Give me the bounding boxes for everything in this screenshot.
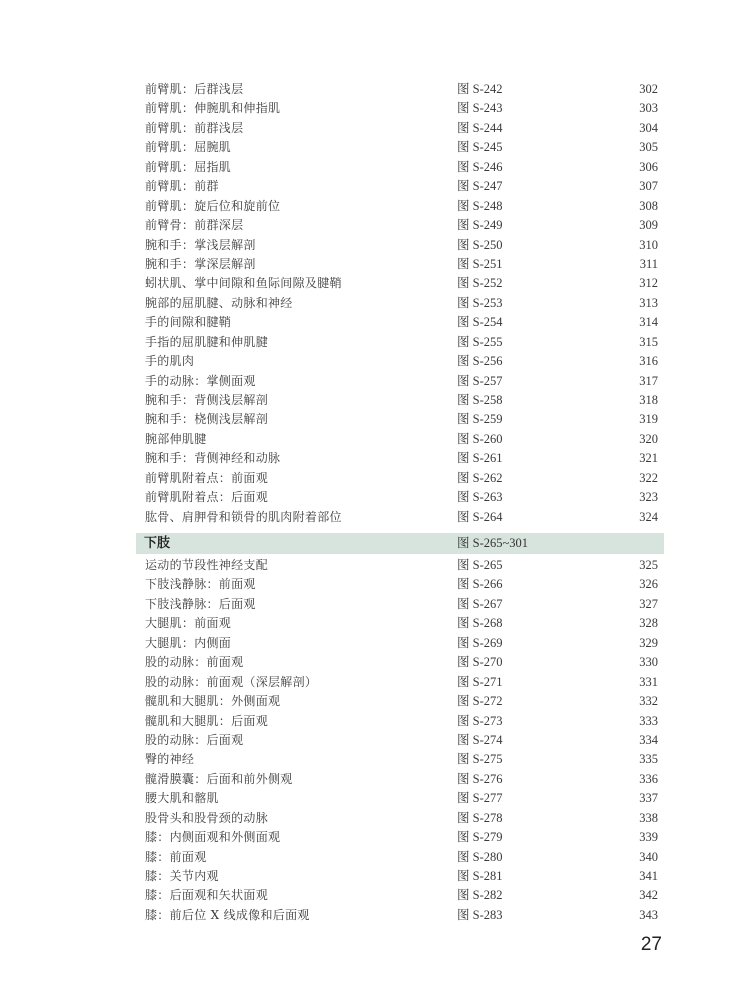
- entry-figure: 图 S-244: [457, 120, 503, 135]
- entry-title: 腕部的屈肌腱、动脉和神经: [145, 295, 293, 310]
- entry-figure: 图 S-245: [457, 140, 503, 155]
- toc-entry: [0, 313, 730, 332]
- toc-entry: [0, 274, 730, 293]
- entry-title: 大腿肌：前面观: [145, 616, 232, 631]
- entry-page: 325: [639, 558, 658, 572]
- entry-figure: 图 S-256: [457, 354, 503, 369]
- entry-figure: 图 S-281: [457, 869, 503, 883]
- toc-entry: [0, 731, 730, 750]
- entry-title: 股的动脉：前面观: [145, 655, 244, 670]
- entry-title: 手指的屈肌腱和伸肌腱: [145, 334, 269, 349]
- toc-entry: [0, 673, 730, 692]
- toc-entry: [0, 158, 730, 177]
- toc-entry: [0, 712, 730, 731]
- entry-page: 334: [639, 732, 658, 747]
- entry-page: 332: [639, 694, 658, 709]
- entry-page: 304: [639, 120, 658, 135]
- entry-title: 膝：内侧面观和外侧面观: [145, 830, 281, 845]
- entry-figure: 图 S-253: [457, 295, 503, 310]
- entry-page: 339: [639, 830, 658, 845]
- entry-page: 335: [639, 752, 658, 767]
- entry-figure: 图 S-261: [457, 451, 503, 466]
- entry-page: 323: [639, 490, 658, 505]
- entry-figure: 图 S-282: [457, 888, 503, 903]
- entry-title: 膝：前后位 X 线成像和后面观: [145, 907, 310, 922]
- entry-title: 前臂肌附着点：后面观: [145, 490, 269, 505]
- toc-entry: [0, 294, 730, 313]
- toc-entry: [0, 236, 730, 255]
- entry-page: 310: [639, 237, 658, 252]
- entry-figure: 图 S-263: [457, 490, 503, 505]
- entry-page: 309: [639, 218, 658, 233]
- entry-figure: 图 S-250: [457, 237, 503, 252]
- entry-title: 腕和手：掌浅层解剖: [145, 237, 256, 252]
- entry-figure: 图 S-267: [457, 596, 503, 611]
- entry-figure: 图 S-251: [457, 256, 503, 271]
- entry-page: 340: [639, 849, 658, 864]
- entry-title: 腰大肌和髂肌: [145, 791, 219, 806]
- entry-title: 前臂肌附着点：前面观: [145, 470, 269, 485]
- toc-entry: [0, 828, 730, 847]
- toc-entry: [0, 119, 730, 138]
- entry-figure: 图 S-272: [457, 694, 503, 709]
- entry-page: 336: [639, 771, 658, 786]
- toc-entry: [0, 138, 730, 157]
- entry-title: 前臂肌：屈腕肌: [145, 140, 232, 155]
- toc-entry: [0, 410, 730, 429]
- entry-figure: 图 S-276: [457, 771, 503, 786]
- toc-entry: [0, 508, 730, 527]
- entry-page: 324: [639, 509, 658, 524]
- toc-entry: [0, 99, 730, 118]
- entry-title: 运动的节段性神经支配: [145, 558, 269, 572]
- entry-figure: 图 S-242: [457, 82, 503, 96]
- entry-figure: 图 S-264: [457, 509, 503, 524]
- toc-entry: [0, 216, 730, 235]
- entry-title: 腕和手：桡侧浅层解剖: [145, 412, 269, 427]
- entry-page: 338: [639, 810, 658, 825]
- entry-figure: 图 S-249: [457, 218, 503, 233]
- lower-limb-entries: [0, 556, 730, 925]
- toc-entry: [0, 333, 730, 352]
- toc-entry: [0, 809, 730, 828]
- entry-figure: 图 S-262: [457, 470, 503, 485]
- entry-figure: 图 S-259: [457, 412, 503, 427]
- entry-figure: 图 S-255: [457, 334, 503, 349]
- toc-entry: [0, 255, 730, 274]
- entry-title: 前臂肌：旋后位和旋前位: [145, 198, 281, 213]
- toc-entry: [0, 867, 730, 886]
- entry-title: 前臂肌：后群浅层: [145, 82, 244, 96]
- entry-title: 前臂肌：前群浅层: [145, 120, 244, 135]
- section-heading-lower-limb: [136, 533, 664, 554]
- entry-figure: 图 S-266: [457, 577, 503, 592]
- entry-title: 手的动脉：掌侧面观: [145, 373, 256, 388]
- section-title: 下肢: [144, 536, 171, 551]
- entry-page: 307: [639, 179, 658, 194]
- entry-page: 312: [639, 276, 658, 291]
- toc-entry: [0, 789, 730, 808]
- entry-page: 319: [639, 412, 658, 427]
- page-number: 27: [640, 934, 662, 955]
- entry-title: 前臂肌：前群: [145, 179, 219, 194]
- upper-limb-entries: [0, 80, 730, 527]
- entry-page: 337: [639, 791, 658, 806]
- entry-title: 髋滑膜囊：后面和前外侧观: [145, 771, 293, 786]
- toc-entry: [0, 750, 730, 769]
- entry-figure: 图 S-252: [457, 276, 503, 291]
- entry-title: 髋肌和大腿肌：外侧面观: [145, 694, 281, 709]
- entry-figure: 图 S-243: [457, 101, 503, 116]
- entry-figure: 图 S-278: [457, 810, 503, 825]
- toc-entry: [0, 372, 730, 391]
- entry-title: 膝：后面观和矢状面观: [145, 888, 269, 903]
- entry-figure: 图 S-268: [457, 616, 503, 631]
- entry-figure: 图 S-254: [457, 315, 503, 330]
- entry-figure: 图 S-246: [457, 159, 503, 174]
- entry-title: 前臂肌：屈指肌: [145, 159, 232, 174]
- entry-figure: 图 S-247: [457, 179, 503, 194]
- toc-entry: [0, 80, 730, 99]
- entry-page: 302: [639, 82, 658, 96]
- entry-page: 330: [639, 655, 658, 670]
- entry-page: 329: [639, 635, 658, 650]
- entry-page: 321: [639, 451, 658, 466]
- toc-entry: [0, 886, 730, 905]
- entry-title: 手的间隙和腱鞘: [145, 315, 232, 330]
- entry-figure: 图 S-269: [457, 635, 503, 650]
- entry-title: 腕和手：背侧神经和动脉: [145, 451, 281, 466]
- entry-page: 327: [639, 596, 658, 611]
- entry-page: 308: [639, 198, 658, 213]
- entry-title: 髋肌和大腿肌：后面观: [145, 713, 269, 728]
- entry-page: 326: [639, 577, 658, 592]
- toc-entry: [0, 391, 730, 410]
- entry-title: 前臂骨：前群深层: [145, 218, 244, 233]
- entry-page: 322: [639, 470, 658, 485]
- toc-entry: [0, 556, 730, 575]
- entry-title: 股骨头和股骨颈的动脉: [145, 810, 269, 825]
- entry-page: 305: [639, 140, 658, 155]
- entry-figure: 图 S-260: [457, 431, 503, 446]
- entry-title: 腕和手：掌深层解剖: [145, 256, 256, 271]
- toc-entry: [0, 634, 730, 653]
- entry-page: 314: [639, 315, 658, 330]
- entry-title: 臀的神经: [145, 752, 195, 767]
- entry-figure: 图 S-274: [457, 732, 503, 747]
- toc-entry: [0, 595, 730, 614]
- entry-page: 315: [639, 334, 658, 349]
- entry-figure: 图 S-257: [457, 373, 503, 388]
- toc-entry: [0, 488, 730, 507]
- entry-figure: 图 S-271: [457, 674, 503, 689]
- entry-title: 腕和手：背侧浅层解剖: [145, 393, 269, 407]
- toc-entry: [0, 449, 730, 468]
- toc-entry: [0, 614, 730, 633]
- entry-title: 膝：前面观: [145, 849, 207, 864]
- toc-entry: [0, 177, 730, 196]
- entry-title: 下肢浅静脉：后面观: [145, 596, 256, 611]
- entry-page: 328: [639, 616, 658, 631]
- toc-entry: [0, 906, 730, 925]
- toc-entry: [0, 653, 730, 672]
- entry-page: 313: [639, 295, 658, 310]
- entry-title: 肱骨、肩胛骨和锁骨的肌肉附着部位: [145, 509, 342, 524]
- toc-entry: [0, 352, 730, 371]
- entry-page: 331: [639, 674, 658, 689]
- entry-figure: 图 S-265: [457, 558, 503, 572]
- entry-title: 膝：关节内观: [145, 869, 219, 883]
- entry-page: 317: [639, 373, 658, 388]
- entry-page: 306: [639, 159, 658, 174]
- entry-figure: 图 S-258: [457, 393, 503, 407]
- entry-title: 腕部伸肌腱: [145, 431, 207, 446]
- toc-entry: [0, 848, 730, 867]
- entry-page: 318: [639, 393, 658, 407]
- entry-page: 343: [639, 907, 658, 922]
- entry-figure: 图 S-279: [457, 830, 503, 845]
- toc-entry: [0, 197, 730, 216]
- entry-title: 前臂肌：伸腕肌和伸指肌: [145, 101, 281, 116]
- entry-figure: 图 S-280: [457, 849, 503, 864]
- entry-page: 333: [639, 713, 658, 728]
- entry-page: 320: [639, 431, 658, 446]
- entry-figure: 图 S-275: [457, 752, 503, 767]
- toc-entry: [0, 469, 730, 488]
- toc-entry: [0, 430, 730, 449]
- entry-page: 303: [639, 101, 658, 116]
- entry-title: 大腿肌：内侧面: [145, 635, 232, 650]
- entry-title: 股的动脉：前面观（深层解剖）: [145, 674, 318, 689]
- entry-page: 341: [639, 869, 658, 883]
- toc-entry: [0, 575, 730, 594]
- entry-title: 蚓状肌、掌中间隙和鱼际间隙及腱鞘: [145, 276, 342, 291]
- entry-title: 下肢浅静脉：前面观: [145, 577, 256, 592]
- entry-figure: 图 S-270: [457, 655, 503, 670]
- entry-page: 316: [639, 354, 658, 369]
- section-figure-range: 图 S-265~301: [457, 536, 529, 550]
- toc-entry: [0, 770, 730, 789]
- entry-figure: 图 S-283: [457, 907, 503, 922]
- entry-figure: 图 S-248: [457, 198, 503, 213]
- entry-figure: 图 S-277: [457, 791, 503, 806]
- toc-entry: [0, 692, 730, 711]
- entry-figure: 图 S-273: [457, 713, 503, 728]
- entry-page: 342: [639, 888, 658, 903]
- entry-title: 手的肌肉: [145, 354, 195, 369]
- entry-title: 股的动脉：后面观: [145, 732, 244, 747]
- entry-page: 311: [639, 256, 658, 271]
